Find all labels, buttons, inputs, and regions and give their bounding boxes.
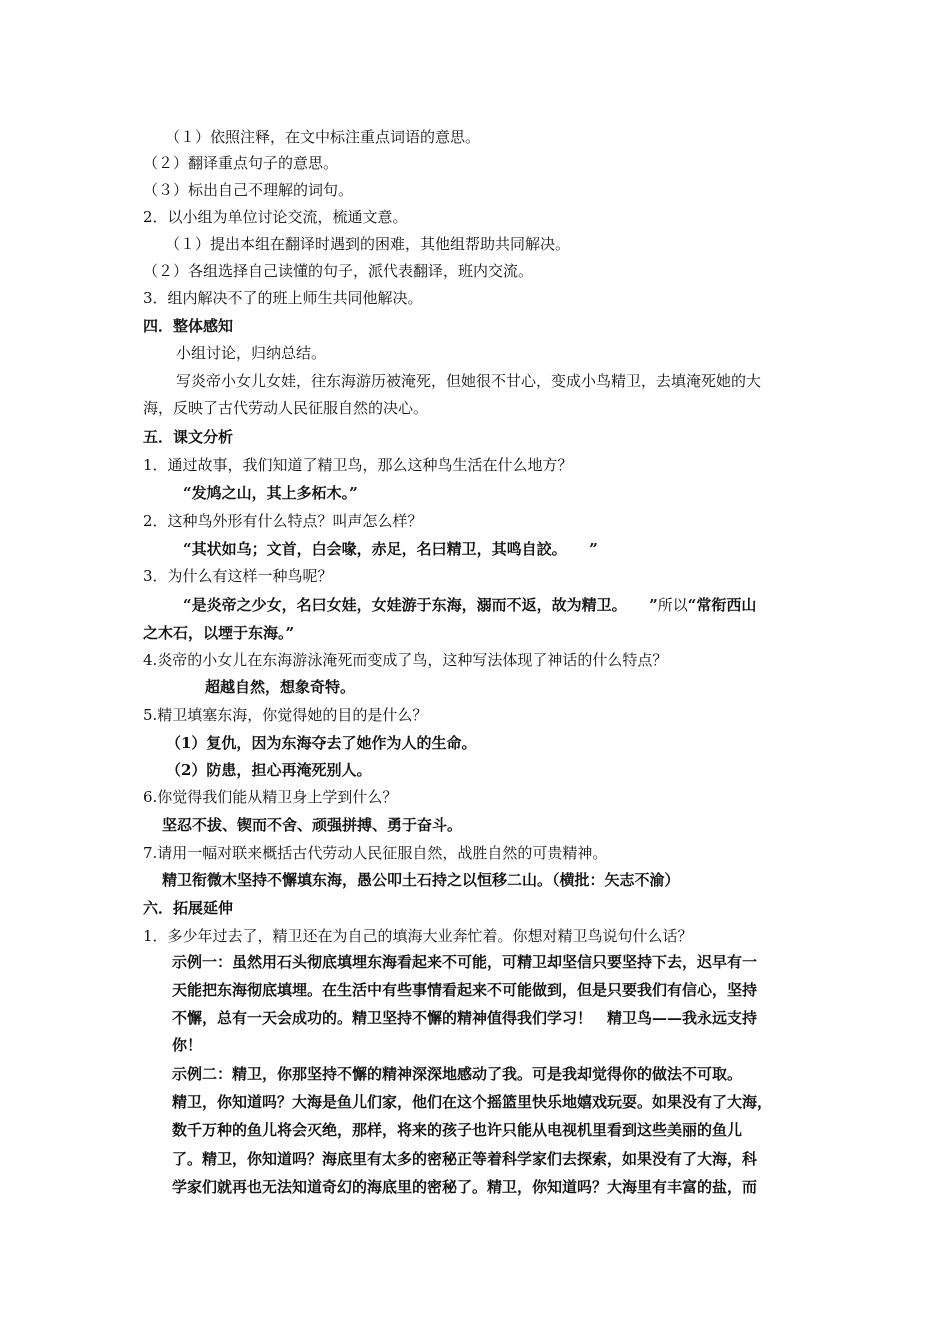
step-2-2: （２）各组选择自己读懂的句子，派代表翻译，班内交流。	[143, 262, 534, 280]
answer-4: 超越自然，想象奇特。	[205, 678, 356, 696]
question-4: 4.炎帝的小女儿在东海游泳淹死而变成了鸟，这种写法体现了神话的什么特点？	[143, 651, 668, 669]
step-2: 2．以小组为单位讨论交流，梳通文意。	[143, 208, 408, 226]
example-2: 示例二：精卫，你那坚持不懈的精神深深地感动了我。可是我却觉得你的做法不可取。	[172, 1065, 743, 1083]
step-1-3: （３）标出自己不理解的词句。	[143, 181, 354, 199]
answer-7: 精卫衔微木坚持不懈填东海，愚公叩土石持之以恒移二山。（横批：矢志不渝）	[162, 871, 680, 889]
section-heading-5: 五．课文分析	[143, 428, 234, 446]
answer-3-quote: “是炎帝之少女，名曰女娃，女娃游于东海，溺而不返，故为精卫。 ”	[183, 596, 658, 614]
paragraph: 海，反映了古代劳动人民征服自然的决心。	[143, 399, 429, 417]
example-1: 不懈，总有一天会成功的。精卫坚持不懈的精神值得我们学习！ 精卫鸟——我永远支持	[172, 1009, 758, 1027]
answer-3-quote-2: “常衔西山	[687, 596, 757, 614]
section-heading-6: 六．拓展延伸	[143, 899, 234, 917]
step-3: 3．组内解决不了的班上师生共同他解决。	[143, 289, 423, 307]
step-1-2: （２）翻译重点句子的意思。	[143, 154, 339, 172]
answer-3-cont: 之木石，以堙于东海。”	[143, 624, 295, 642]
answer-1: “发鸠之山，其上多柘木。”	[183, 484, 358, 502]
answer-5-1: （1）复仇，因为东海夺去了她作为人的生命。	[166, 734, 477, 752]
answer-6: 坚忍不拔、锲而不舍、顽强拼搏、勇于奋斗。	[162, 816, 463, 834]
question-2: 2．这种鸟外形有什么特点？叫声怎么样？	[143, 512, 423, 530]
question-7: 7.请用一幅对联来概括古代劳动人民征服自然，战胜自然的可贵精神。	[143, 844, 608, 862]
question-1: 1．通过故事，我们知道了精卫鸟，那么这种鸟生活在什么地方？	[143, 456, 573, 474]
example-1: 天能把东海彻底填埋。在生活中有些事情看起来不可能做到，但是只要我们有信心，坚持	[172, 981, 758, 999]
example-2: 了。精卫，你知道吗？海底里有太多的密秘正等着科学家们去探索，如果没有了大海，科	[172, 1150, 758, 1168]
paragraph: 小组讨论，归纳总结。	[176, 344, 327, 362]
question-3: 3．为什么有这样一种鸟呢？	[143, 567, 333, 585]
example-1: 示例一：虽然用石头彻底填埋东海看起来不可能，可精卫却坚信只要坚持下去，迟早有一	[172, 953, 758, 971]
question-5: 5.精卫填塞东海，你觉得她的目的是什么？	[143, 706, 428, 724]
example-2: 数千万种的鱼儿将会灭绝，那样，将来的孩子也许只能从电视机里看到这些美丽的鱼儿	[172, 1121, 743, 1139]
section-heading-4: 四．整体感知	[143, 317, 234, 335]
step-2-1: （１）提出本组在翻译时遇到的困难，其他组帮助共同解决。	[165, 235, 571, 253]
paragraph: 写炎帝小女儿女娃，往东海游历被淹死，但她很不甘心，变成小鸟精卫，去填淹死她的大	[176, 372, 762, 390]
example-2: 学家们就再也无法知道奇幻的海底里的密秘了。精卫，你知道吗？大海里有丰富的盐，而	[172, 1178, 758, 1196]
question-ext-1: 1．多少年过去了，精卫还在为自己的填海大业奔忙着。你想对精卫鸟说句什么话？	[143, 927, 693, 945]
question-6: 6.你觉得我们能从精卫身上学到什么？	[143, 788, 398, 806]
step-1-1: （１）依照注释，在文中标注重点词语的意思。	[165, 128, 481, 146]
example-1: 你！	[172, 1036, 203, 1054]
example-2: 精卫，你知道吗？大海是鱼儿们家，他们在这个摇篮里快乐地嬉戏玩耍。如果没有了大海，	[172, 1093, 773, 1111]
answer-2: “其状如乌；文首，白会喙，赤足，名曰精卫，其鸣自詨。 ”	[183, 540, 598, 558]
answer-3	[183, 592, 756, 618]
answer-5-2: （2）防患，担心再淹死别人。	[166, 761, 372, 779]
answer-3-connector: 所以	[657, 596, 688, 614]
